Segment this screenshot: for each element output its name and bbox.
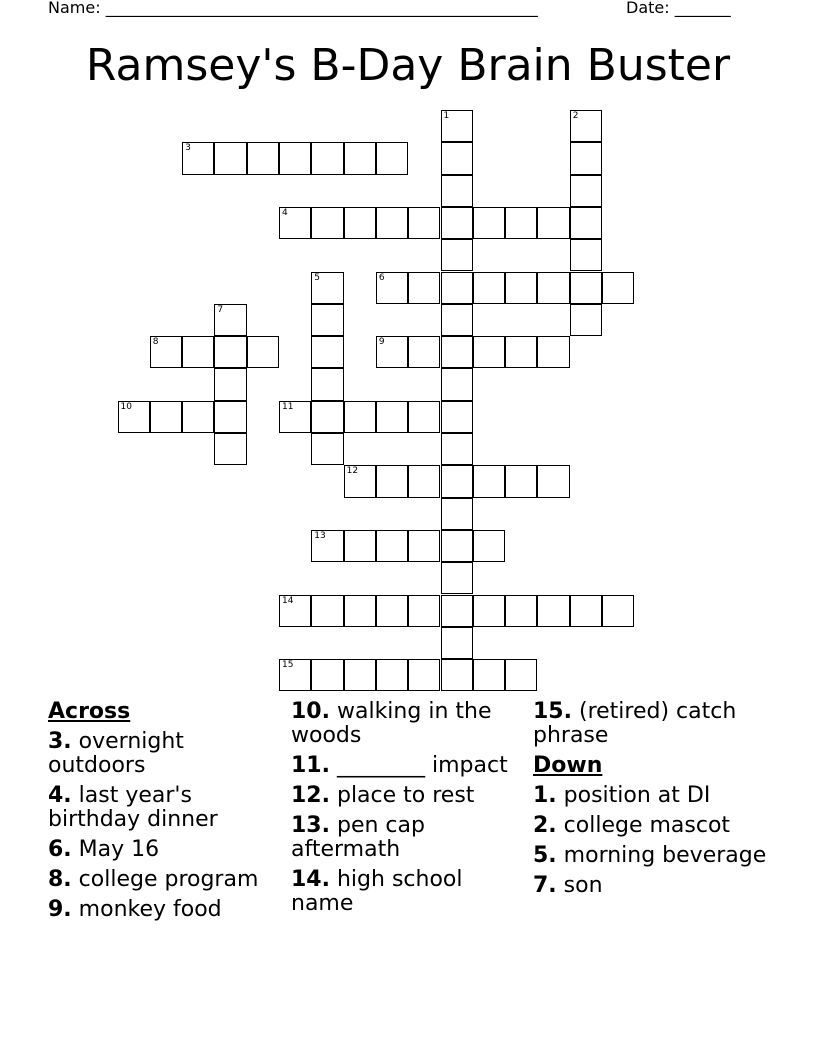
- clue-across-10: [291, 700, 527, 748]
- grid-cell[interactable]: [311, 368, 343, 400]
- clue-down-7: [533, 874, 769, 898]
- grid-cell[interactable]: [247, 336, 279, 368]
- grid-cell[interactable]: [344, 595, 376, 627]
- grid-cell[interactable]: [214, 304, 246, 336]
- clue-down-5: [533, 844, 769, 868]
- grid-cell[interactable]: [537, 465, 569, 497]
- clue-number: 7.: [533, 873, 557, 898]
- grid-cell[interactable]: [570, 239, 602, 271]
- grid-cell[interactable]: [473, 272, 505, 304]
- grid-cell[interactable]: [376, 336, 408, 368]
- clue-number-label: 3: [185, 143, 191, 154]
- grid-cell[interactable]: [441, 530, 473, 562]
- grid-cell[interactable]: [150, 401, 182, 433]
- grid-cell[interactable]: [408, 207, 440, 239]
- name-label: Name:: [48, 0, 106, 17]
- grid-cell[interactable]: [441, 110, 473, 142]
- clue-text: ________ impact: [336, 753, 508, 778]
- clue-text: son: [563, 873, 603, 898]
- grid-cell[interactable]: [214, 336, 246, 368]
- grid-cell[interactable]: [182, 142, 214, 174]
- clue-number: 5.: [533, 843, 557, 868]
- grid-cell[interactable]: [376, 465, 408, 497]
- clue-number: 14.: [291, 867, 330, 892]
- clue-number: 4.: [48, 783, 72, 808]
- grid-cell[interactable]: [311, 207, 343, 239]
- date-label: Date:: [626, 0, 675, 17]
- clue-text: (retired) catch phrase: [533, 699, 737, 748]
- grid-cell[interactable]: [537, 595, 569, 627]
- page-title: Ramsey's B-Day Brain Buster: [85, 40, 731, 91]
- clue-text: high school name: [291, 867, 463, 916]
- grid-cell[interactable]: [150, 336, 182, 368]
- grid-cell[interactable]: [441, 207, 473, 239]
- clue-number-label: 10: [120, 401, 132, 412]
- grid-cell[interactable]: [441, 175, 473, 207]
- grid-cell[interactable]: [570, 304, 602, 336]
- grid-cell[interactable]: [505, 207, 537, 239]
- clue-number: 8.: [48, 867, 72, 892]
- grid-cell[interactable]: [344, 207, 376, 239]
- grid-cell[interactable]: [602, 272, 634, 304]
- grid-cell[interactable]: [473, 336, 505, 368]
- clue-text: position at DI: [563, 783, 711, 808]
- grid-cell[interactable]: [441, 368, 473, 400]
- clue-number: 2.: [533, 813, 557, 838]
- clues-column-3: [533, 700, 769, 904]
- clue-number: 11.: [291, 753, 330, 778]
- grid-cell[interactable]: [441, 336, 473, 368]
- grid-cell[interactable]: [570, 272, 602, 304]
- down-heading: Down: [533, 753, 603, 778]
- grid-cell[interactable]: [441, 272, 473, 304]
- clue-text: May 16: [78, 837, 160, 862]
- name-blank[interactable]: ______________________________________________________: [105, 0, 538, 17]
- clue-number: 12.: [291, 783, 330, 808]
- grid-cell[interactable]: [473, 595, 505, 627]
- clue-text: place to rest: [336, 783, 475, 808]
- clue-across-9: [48, 898, 284, 922]
- grid-cell[interactable]: [441, 562, 473, 594]
- grid-cell[interactable]: [441, 498, 473, 530]
- clue-text: college mascot: [563, 813, 731, 838]
- grid-cell[interactable]: [376, 595, 408, 627]
- grid-cell[interactable]: [344, 401, 376, 433]
- grid-cell[interactable]: [279, 207, 311, 239]
- grid-cell[interactable]: [408, 401, 440, 433]
- clue-across-11: [291, 754, 527, 778]
- grid-cell[interactable]: [311, 433, 343, 465]
- clue-number: 9.: [48, 897, 72, 922]
- grid-cell[interactable]: [408, 595, 440, 627]
- grid-cell[interactable]: [376, 401, 408, 433]
- clue-number: 1.: [533, 783, 557, 808]
- grid-cell[interactable]: [505, 659, 537, 691]
- grid-cell[interactable]: [376, 207, 408, 239]
- grid-cell[interactable]: [344, 142, 376, 174]
- grid-cell[interactable]: [441, 595, 473, 627]
- grid-cell[interactable]: [247, 142, 279, 174]
- grid-cell[interactable]: [311, 595, 343, 627]
- grid-cell[interactable]: [408, 465, 440, 497]
- grid-cell[interactable]: [279, 142, 311, 174]
- grid-cell[interactable]: [311, 142, 343, 174]
- grid-cell[interactable]: [408, 530, 440, 562]
- clue-number-label: 14: [282, 595, 294, 606]
- clue-text: last year's birthday dinner: [48, 783, 218, 832]
- grid-cell[interactable]: [311, 336, 343, 368]
- clue-number-label: 8: [152, 337, 159, 348]
- grid-cell[interactable]: [537, 207, 569, 239]
- grid-cell[interactable]: [570, 207, 602, 239]
- grid-cell[interactable]: [441, 659, 473, 691]
- grid-cell[interactable]: [311, 659, 343, 691]
- grid-cell[interactable]: [570, 142, 602, 174]
- clue-text: morning beverage: [563, 843, 767, 868]
- grid-cell[interactable]: [505, 595, 537, 627]
- grid-cell[interactable]: [279, 595, 311, 627]
- clue-text: walking in the woods: [291, 699, 492, 748]
- clue-text: monkey food: [78, 897, 222, 922]
- clue-down-2: [533, 814, 769, 838]
- grid-cell[interactable]: [505, 336, 537, 368]
- clue-number: 10.: [291, 699, 330, 724]
- clue-number: 6.: [48, 837, 72, 862]
- grid-cell[interactable]: [311, 304, 343, 336]
- grid-cell[interactable]: [473, 207, 505, 239]
- grid-cell[interactable]: [214, 368, 246, 400]
- grid-cell[interactable]: [408, 272, 440, 304]
- clue-across-14: [291, 868, 527, 916]
- across-heading: Across: [48, 699, 131, 724]
- grid-cell[interactable]: [344, 659, 376, 691]
- grid-cell[interactable]: [505, 465, 537, 497]
- grid-cell[interactable]: [376, 142, 408, 174]
- clue-number-label: 15: [282, 660, 294, 671]
- grid-cell[interactable]: [441, 239, 473, 271]
- date-blank[interactable]: _______: [674, 0, 731, 17]
- grid-cell[interactable]: [505, 272, 537, 304]
- grid-cell[interactable]: [441, 433, 473, 465]
- grid-cell[interactable]: [344, 530, 376, 562]
- grid-cell[interactable]: [376, 272, 408, 304]
- grid-cell[interactable]: [473, 530, 505, 562]
- clue-number-label: 7: [217, 304, 224, 315]
- clue-across-12: [291, 784, 527, 808]
- grid-cell[interactable]: [279, 659, 311, 691]
- grid-cell[interactable]: [376, 530, 408, 562]
- clue-across-13: [291, 814, 527, 862]
- clue-number-label: 13: [314, 530, 326, 541]
- grid-cell[interactable]: [182, 401, 214, 433]
- grid-cell[interactable]: [441, 627, 473, 659]
- clues-column-2: [291, 700, 527, 922]
- grid-cell[interactable]: [441, 142, 473, 174]
- clues-column-1: [48, 700, 284, 928]
- grid-cell[interactable]: [441, 465, 473, 497]
- grid-cell[interactable]: [408, 659, 440, 691]
- clue-across-15: [533, 700, 769, 748]
- grid-cell[interactable]: [311, 401, 343, 433]
- grid-cell[interactable]: [473, 465, 505, 497]
- clue-number-label: 6: [378, 272, 385, 283]
- grid-cell[interactable]: [214, 142, 246, 174]
- clue-number-label: 11: [282, 401, 294, 412]
- grid-cell[interactable]: [473, 659, 505, 691]
- clue-across-8: [48, 868, 284, 892]
- grid-cell[interactable]: [118, 401, 150, 433]
- clue-number-label: 1: [443, 111, 450, 121]
- grid-cell[interactable]: [570, 175, 602, 207]
- clue-text: college program: [78, 867, 259, 892]
- grid-cell[interactable]: [214, 401, 246, 433]
- grid-cell[interactable]: [570, 110, 602, 142]
- clue-number-label: 9: [378, 337, 385, 348]
- grid-cell[interactable]: [441, 304, 473, 336]
- grid-cell[interactable]: [441, 401, 473, 433]
- clue-number: 15.: [533, 699, 572, 724]
- clue-across-3: [48, 730, 284, 778]
- grid-cell[interactable]: [408, 336, 440, 368]
- grid-cell[interactable]: [602, 595, 634, 627]
- clue-down-1: [533, 784, 769, 808]
- clue-across-4: [48, 784, 284, 832]
- clue-number-label: 5: [314, 272, 321, 283]
- grid-cell[interactable]: [537, 336, 569, 368]
- clue-number-label: 2: [572, 111, 579, 121]
- clue-number: 3.: [48, 729, 72, 754]
- grid-cell[interactable]: [570, 595, 602, 627]
- clue-text: overnight outdoors: [48, 729, 184, 778]
- clue-across-6: [48, 838, 284, 862]
- grid-cell[interactable]: [537, 272, 569, 304]
- grid-cell[interactable]: [376, 659, 408, 691]
- clue-number-label: 12: [346, 466, 359, 477]
- grid-cell[interactable]: [344, 465, 376, 497]
- grid-cell[interactable]: [311, 272, 343, 304]
- grid-cell[interactable]: [214, 433, 246, 465]
- grid-cell[interactable]: [311, 530, 343, 562]
- clue-number-label: 4: [282, 207, 288, 218]
- grid-cell[interactable]: [279, 401, 311, 433]
- grid-cell[interactable]: [182, 336, 214, 368]
- clue-text: pen cap aftermath: [291, 813, 425, 862]
- clue-number: 13.: [291, 813, 330, 838]
